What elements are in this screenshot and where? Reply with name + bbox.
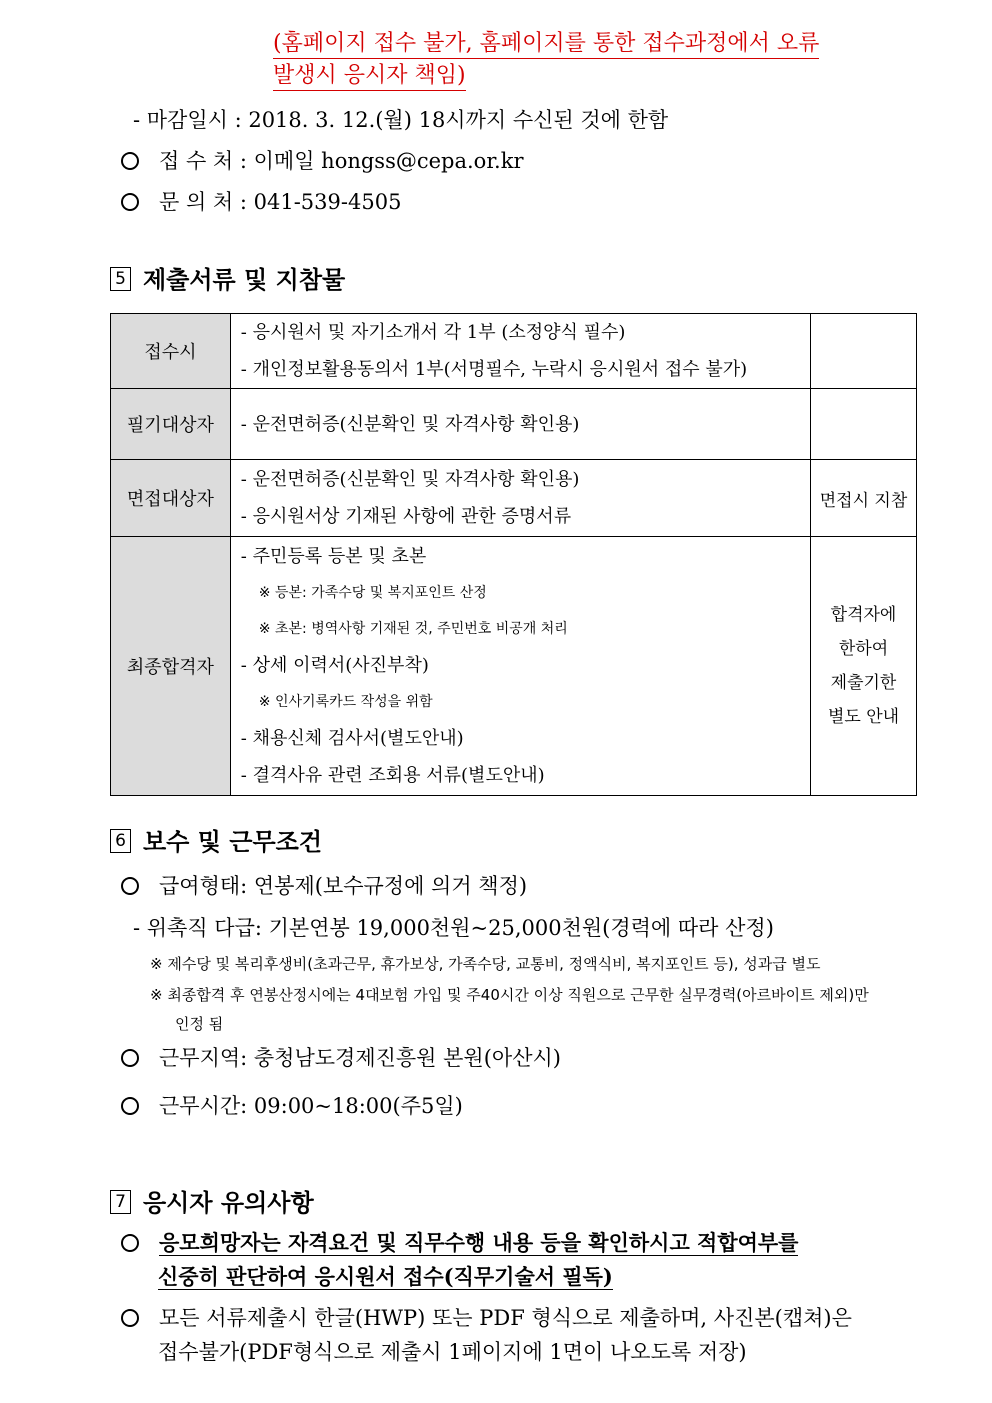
list-item: - 상세 이력서(사진부착) <box>240 655 429 676</box>
circle-bullet-icon <box>121 1234 139 1252</box>
section-7-title: 응시자 유의사항 <box>143 1189 314 1217</box>
caution-1-line-2-wrap <box>158 1262 613 1292</box>
row-head-submission: 접수시 <box>111 314 231 389</box>
row-note-final <box>811 537 917 796</box>
note-line: 별도 안내 <box>827 707 900 727</box>
section-number-box: 6 <box>110 829 131 853</box>
salary-note-2: ※ 최종합격 후 연봉산정시에는 4대보험 가입 및 주40시간 이상 직원으로 근무한 실무경력(아르바이트 제외)만 <box>150 986 869 1004</box>
notice-line-2: 발생시 응시자 책임) <box>273 62 466 91</box>
row-head-final: 최종합격자 <box>111 537 231 796</box>
hours-text: 근무시간: 09:00~18:00(주5일) <box>159 1094 463 1118</box>
section-5-title: 제출서류 및 지참물 <box>143 266 346 294</box>
receiver-item <box>121 145 524 175</box>
caution-item-2 <box>121 1302 852 1332</box>
circle-bullet-icon <box>121 1097 139 1115</box>
note-line: 제출기한 <box>830 673 897 693</box>
section-number-box: 7 <box>110 1190 131 1214</box>
circle-bullet-icon <box>121 1309 139 1327</box>
caution-2-line-2: 접수불가(PDF형식으로 제출시 1페이지에 1면이 나오도록 저장) <box>158 1340 747 1364</box>
salary-grade-text: - 위촉직 다급: 기본연봉 19,000천원~25,000천원(경력에 따라 산정) <box>133 916 774 940</box>
documents-table <box>110 313 917 796</box>
caution-item-1 <box>121 1228 798 1258</box>
salary-note-2-cont: 인정 됨 <box>175 1015 224 1033</box>
notice-line-1: (홈페이지 접수 불가, 홈페이지를 통한 접수과정에서 오류 <box>273 30 819 59</box>
table-row <box>111 537 917 796</box>
row-body <box>230 537 810 796</box>
caution-2-line-1: 모든 서류제출시 한글(HWP) 또는 PDF 형식으로 제출하며, 사진본(캡쳐)은 <box>159 1306 852 1330</box>
list-item: - 운전면허증(신분확인 및 자격사항 확인용) <box>240 413 580 435</box>
list-item: - 결격사유 관련 조회용 서류(별도안내) <box>240 765 545 786</box>
row-head-interview: 면접대상자 <box>111 460 231 537</box>
salary-type-text: 급여형태: 연봉제(보수규정에 의거 책정) <box>159 874 528 898</box>
contact-item <box>121 186 401 216</box>
list-subnote: ※ 인사기록카드 작성을 위함 <box>258 694 433 710</box>
note-line: 합격자에 <box>830 605 897 625</box>
table-row <box>111 460 917 537</box>
circle-bullet-icon <box>121 1049 139 1067</box>
circle-bullet-icon <box>121 877 139 895</box>
row-note <box>811 314 917 389</box>
caution-1-line-2: 신중히 판단하여 응시원서 접수(직무기술서 필독) <box>158 1264 613 1289</box>
hours-item <box>121 1090 463 1120</box>
list-item: - 응시원서상 기재된 사항에 관한 증명서류 <box>240 506 572 527</box>
contact-text: 문 의 처 : 041-539-4505 <box>159 190 402 214</box>
table-row <box>111 389 917 460</box>
location-item <box>121 1042 561 1072</box>
circle-bullet-icon <box>121 152 139 170</box>
list-item: - 채용신체 검사서(별도안내) <box>240 728 464 749</box>
salary-note-1: ※ 제수당 및 복리후생비(초과근무, 휴가보상, 가족수당, 교통비, 정액식비, 복지포인트 등), 성과급 별도 <box>150 955 821 973</box>
note-line: 한하여 <box>838 639 889 659</box>
row-body <box>230 389 810 460</box>
receiver-text: 접 수 처 : 이메일 hongss@cepa.or.kr <box>159 149 524 173</box>
list-subnote: ※ 등본: 가족수당 및 복지포인트 산정 <box>258 585 487 601</box>
salary-type-item <box>121 870 527 900</box>
circle-bullet-icon <box>121 193 139 211</box>
location-text: 근무지역: 충청남도경제진흥원 본원(아산시) <box>159 1046 561 1070</box>
row-note-interview: 면접시 지참 <box>811 460 917 537</box>
row-body <box>230 314 810 389</box>
list-item: - 응시원서 및 자기소개서 각 1부 (소정양식 필수) <box>240 322 626 343</box>
table-row <box>111 314 917 389</box>
section-7-heading <box>110 1183 314 1218</box>
row-note <box>811 389 917 460</box>
list-item: - 운전면허증(신분확인 및 자격사항 확인용) <box>240 469 580 490</box>
list-item: - 주민등록 등본 및 초본 <box>240 546 427 567</box>
deadline-text: - 마감일시 : 2018. 3. 12.(월) 18시까지 수신된 것에 한함 <box>133 108 669 132</box>
row-body <box>230 460 810 537</box>
row-head-written: 필기대상자 <box>111 389 231 460</box>
list-item: - 개인정보활용동의서 1부(서명필수, 누락시 응시원서 접수 불가) <box>240 359 748 380</box>
list-subnote: ※ 초본: 병역사항 기재된 것, 주민번호 비공개 처리 <box>258 621 568 637</box>
section-6-heading <box>110 822 322 857</box>
section-number-box: 5 <box>110 267 131 291</box>
caution-1-line-1: 응모희망자는 자격요건 및 직무수행 내용 등을 확인하시고 적합여부를 <box>159 1230 799 1255</box>
section-5-heading <box>110 260 345 295</box>
section-6-title: 보수 및 근무조건 <box>143 828 322 856</box>
